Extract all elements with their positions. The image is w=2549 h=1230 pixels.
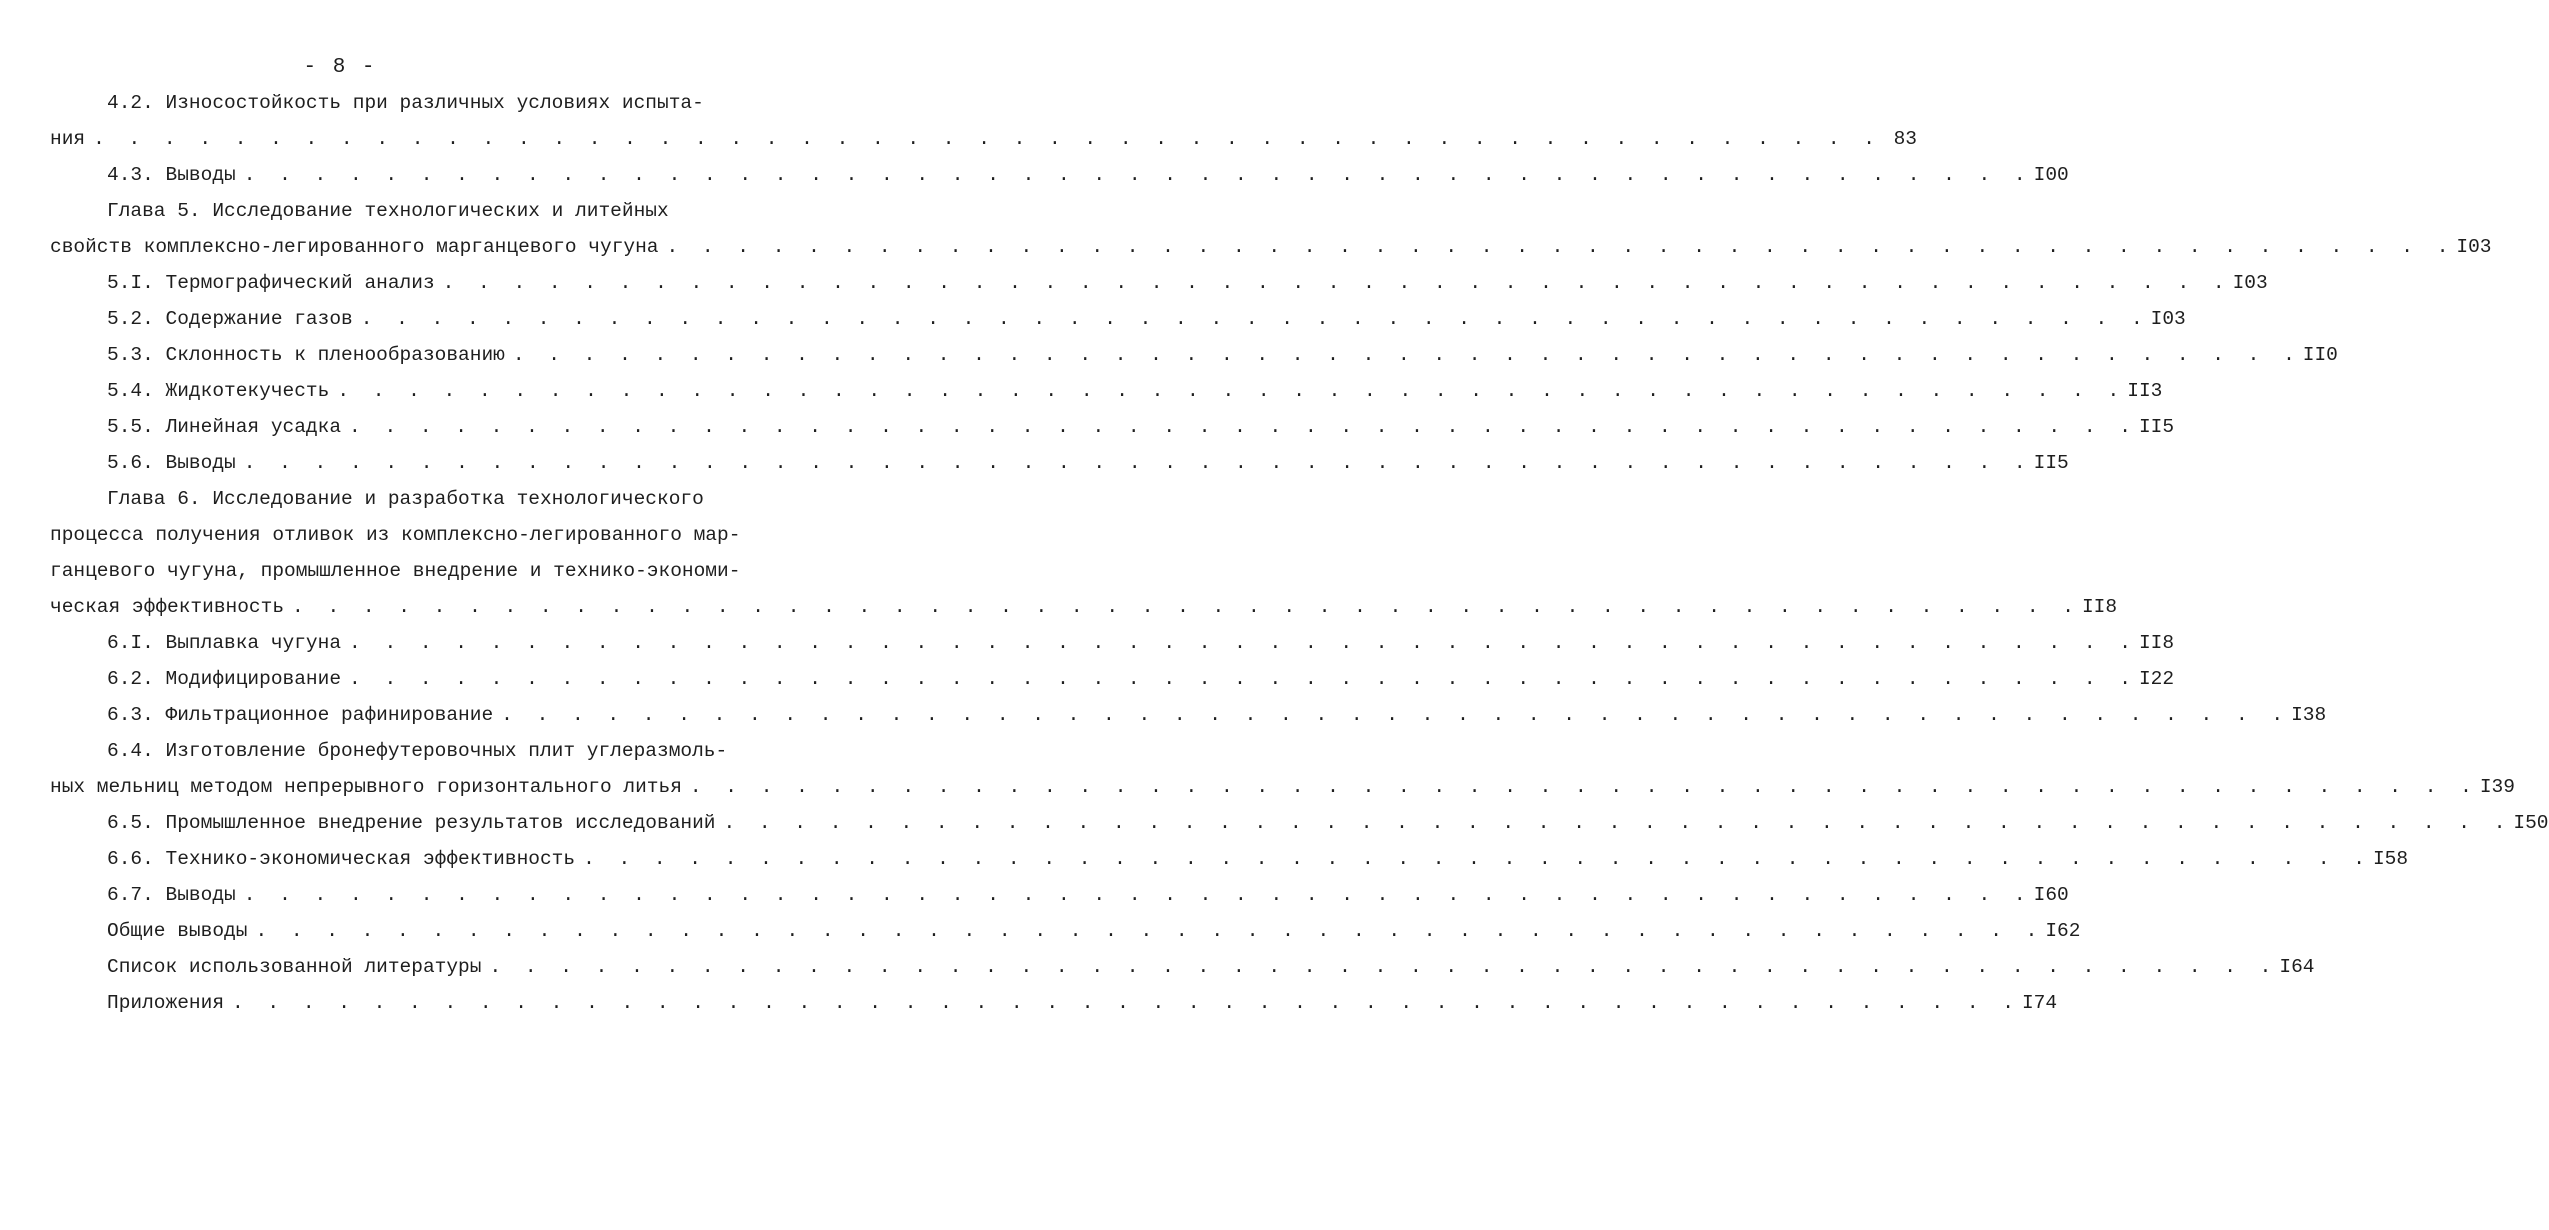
- toc-entry-title: 6.7. Выводы: [107, 884, 236, 906]
- dot-leader: . . . . . . . . . . . . . . . . . . . . . . . . . . . . . . . . . . . . . . . . . . . . . . . . . . .: [243, 452, 2032, 474]
- dot-leader: . . . . . . . . . . . . . . . . . . . . . . . . . . . . . . . . . . . . . . . . . . . . . . . . . . .: [489, 956, 2278, 978]
- toc-entry-line: 4.2. Износостойкость при различных условиях испыта-: [107, 92, 704, 114]
- toc-entry-last-line: [50, 661, 2175, 697]
- toc-page-number: I50: [2513, 812, 2549, 834]
- toc-entry-last-line: [50, 769, 2515, 805]
- toc-entry-line: 6.4. Изготовление бронефутеровочных плит углеразмоль-: [107, 740, 728, 762]
- toc-page-number: II8: [2081, 596, 2118, 618]
- toc-entry-title: Общие выводы: [107, 920, 248, 942]
- toc-entry-title: 6.2. Модифицирование: [107, 668, 342, 690]
- toc-entry-last-line: [50, 697, 2327, 733]
- toc-page-number: I38: [2291, 704, 2327, 726]
- dot-leader: . . . . . . . . . . . . . . . . . . . . . . . . . . . . . . . . . . . . . . . . . . . . . . . . . . .: [243, 164, 2032, 186]
- toc-entry-last-line: [50, 121, 1918, 157]
- toc-entry-last-line: [50, 625, 2175, 661]
- toc-page-number: I60: [2033, 884, 2069, 906]
- toc-page-number: I74: [2021, 992, 2058, 1014]
- toc-page-number: I62: [2045, 920, 2081, 942]
- toc-entry-title: 6.3. Фильтрационное рафинирование: [107, 704, 494, 726]
- dot-leader: . . . . . . . . . . . . . . . . . . . . . . . . . . . . . . . . . . . . . . . . . . . . . . . . . . .: [360, 308, 2149, 330]
- toc-page-number: I39: [2479, 776, 2515, 798]
- toc-page-number: I00: [2033, 164, 2069, 186]
- toc-entry-last-line: [50, 913, 2081, 949]
- toc-entry-line: процесса получения отливок из комплексно-легированного мар-: [50, 524, 741, 546]
- toc-entry-title: ния: [50, 128, 86, 150]
- toc-entry-title: Список использованной литературы: [107, 956, 482, 978]
- toc-entry: [50, 85, 1918, 157]
- toc-entry-last-line: [50, 877, 2069, 913]
- toc-entry-title: 5.6. Выводы: [107, 452, 236, 474]
- toc-entry-last-line: [50, 445, 2069, 481]
- dot-leader: . . . . . . . . . . . . . . . . . . . . . . . . . . . . . . . . . . . . . . . . . . . . . . . . . . .: [583, 848, 2371, 870]
- toc-page-number: II5: [2033, 452, 2069, 474]
- toc-entry: [50, 697, 2327, 733]
- dot-leader: . . . . . . . . . . . . . . . . . . . . . . . . . . . . . . . . . . . . . . . . . . . . . . . . . . .: [349, 416, 2137, 438]
- toc-page-number: I03: [2456, 236, 2492, 258]
- dot-leader: . . . . . . . . . . . . . . . . . . . . . . . . . . . . . . . . . . . . . . . . . . . . . . . . . . .: [349, 632, 2137, 654]
- toc-entry-title: 6.5. Промышленное внедрение результатов исследований: [107, 812, 716, 834]
- toc-page-number: I22: [2138, 668, 2175, 690]
- toc-entry: [50, 913, 2081, 949]
- toc-page-number: I58: [2372, 848, 2409, 870]
- dot-leader: . . . . . . . . . . . . . . . . . . . . . . . . . . . . . . . . . . . . . . . . . . . . . . . . . . .: [93, 128, 1882, 150]
- dot-leader: . . . . . . . . . . . . . . . . . . . . . . . . . . . . . . . . . . . . . . . . . . . . . . . . . . .: [666, 236, 2455, 258]
- dot-leader: . . . . . . . . . . . . . . . . . . . . . . . . . . . . . . . . . . . . . . . . . . . . . . . . . . .: [723, 812, 2512, 834]
- toc-entry-last-line: [50, 265, 2268, 301]
- toc-entry: [50, 877, 2069, 913]
- dot-leader: . . . . . . . . . . . . . . . . . . . . . . . . . . . . . . . . . . . . . . . . . . . . . . . . . . .: [337, 380, 2126, 402]
- toc-entry-last-line: [50, 301, 2186, 337]
- toc-page-number: II5: [2138, 416, 2175, 438]
- toc-entry-last-line: [50, 841, 2409, 877]
- toc-entry-last-line: [50, 373, 2163, 409]
- toc-entry: [50, 445, 2069, 481]
- toc-entry: [50, 373, 2163, 409]
- toc-entry-line: Глава 5. Исследование технологических и литейных: [107, 200, 669, 222]
- toc-entry-title: свойств комплексно-легированного марганцевого чугуна: [50, 236, 659, 258]
- toc-entry: [50, 337, 2338, 373]
- toc-entry: [50, 157, 2069, 193]
- toc-entry-last-line: [50, 157, 2069, 193]
- toc-entry-last-line: [50, 985, 2058, 1021]
- toc-entry-title: 6.I. Выплавка чугуна: [107, 632, 342, 654]
- toc-entry-title: 5.I. Термографический анализ: [107, 272, 435, 294]
- toc-entry-last-line: [50, 229, 2492, 265]
- dot-leader: . . . . . . . . . . . . . . . . . . . . . . . . . . . . . . . . . . . . . . . . . . . . . . . . . . .: [512, 344, 2301, 366]
- dot-leader: . . . . . . . . . . . . . . . . . . . . . . . . . . . . . . . . . . . . . . . . . . . . . . . . . . .: [349, 668, 2137, 690]
- dot-leader: . . . . . . . . . . . . . . . . . . . . . . . . . . . . . . . . . . . . . . . . . . . . . . . . . . .: [255, 920, 2044, 942]
- toc-entry-title: ных мельниц методом непрерывного горизонтального литья: [50, 776, 682, 798]
- toc-entry: [50, 661, 2175, 697]
- toc-entry-title: 5.4. Жидкотекучесть: [107, 380, 330, 402]
- toc-entry: [50, 265, 2268, 301]
- toc-entry-line: ганцевого чугуна, промышленное внедрение и технико-экономи-: [50, 560, 741, 582]
- toc-page-number: II3: [2127, 380, 2163, 402]
- toc-entry-title: ческая эффективность: [50, 596, 285, 618]
- dot-leader: . . . . . . . . . . . . . . . . . . . . . . . . . . . . . . . . . . . . . . . . . . . . . . . . . . .: [689, 776, 2478, 798]
- toc-entry: [50, 481, 2118, 625]
- toc-entry: [50, 805, 2549, 841]
- toc-entry: [50, 301, 2186, 337]
- dot-leader: . . . . . . . . . . . . . . . . . . . . . . . . . . . . . . . . . . . . . . . . . . . . . . . . . . .: [243, 884, 2032, 906]
- toc-entry: [50, 733, 2515, 805]
- toc-page-number: I03: [2150, 308, 2186, 330]
- toc-entry-last-line: [50, 949, 2315, 985]
- toc-page-number: II8: [2138, 632, 2175, 654]
- page-number: - 8 -: [303, 56, 377, 79]
- toc-entry-title: 6.6. Технико-экономическая эффективность: [107, 848, 576, 870]
- toc-entry: [50, 409, 2175, 445]
- toc-entry-last-line: [50, 589, 2118, 625]
- toc-entry-title: 5.5. Линейная усадка: [107, 416, 342, 438]
- toc-page-number: I64: [2279, 956, 2315, 978]
- toc-entry-last-line: [50, 337, 2338, 373]
- toc-entry-title: 4.3. Выводы: [107, 164, 236, 186]
- toc-entry: [50, 193, 2492, 265]
- toc-page-number: 83: [1893, 128, 1918, 150]
- toc-entry-title: 5.3. Склонность к пленообразованию: [107, 344, 505, 366]
- toc-entry: [50, 985, 2058, 1021]
- dot-leader: . . . . . . . . . . . . . . . . . . . . . . . . . . . . . . . . . . . . . . . . . . . . . . . . . . .: [232, 992, 2020, 1014]
- table-of-contents: [50, 85, 2549, 1021]
- toc-entry: [50, 625, 2175, 661]
- toc-entry-last-line: [50, 805, 2549, 841]
- dot-leader: . . . . . . . . . . . . . . . . . . . . . . . . . . . . . . . . . . . . . . . . . . . . . . . . . . .: [501, 704, 2290, 726]
- toc-page-number: II0: [2302, 344, 2338, 366]
- dot-leader: . . . . . . . . . . . . . . . . . . . . . . . . . . . . . . . . . . . . . . . . . . . . . . . . . . .: [292, 596, 2080, 618]
- toc-page-number: I03: [2232, 272, 2268, 294]
- toc-entry: [50, 949, 2315, 985]
- dot-leader: . . . . . . . . . . . . . . . . . . . . . . . . . . . . . . . . . . . . . . . . . . . . . . . . . . .: [442, 272, 2231, 294]
- toc-entry: [50, 841, 2409, 877]
- toc-entry-last-line: [50, 409, 2175, 445]
- toc-entry-line: Глава 6. Исследование и разработка технологического: [107, 488, 704, 510]
- toc-entry-title: 5.2. Содержание газов: [107, 308, 353, 330]
- toc-entry-title: Приложения: [107, 992, 225, 1014]
